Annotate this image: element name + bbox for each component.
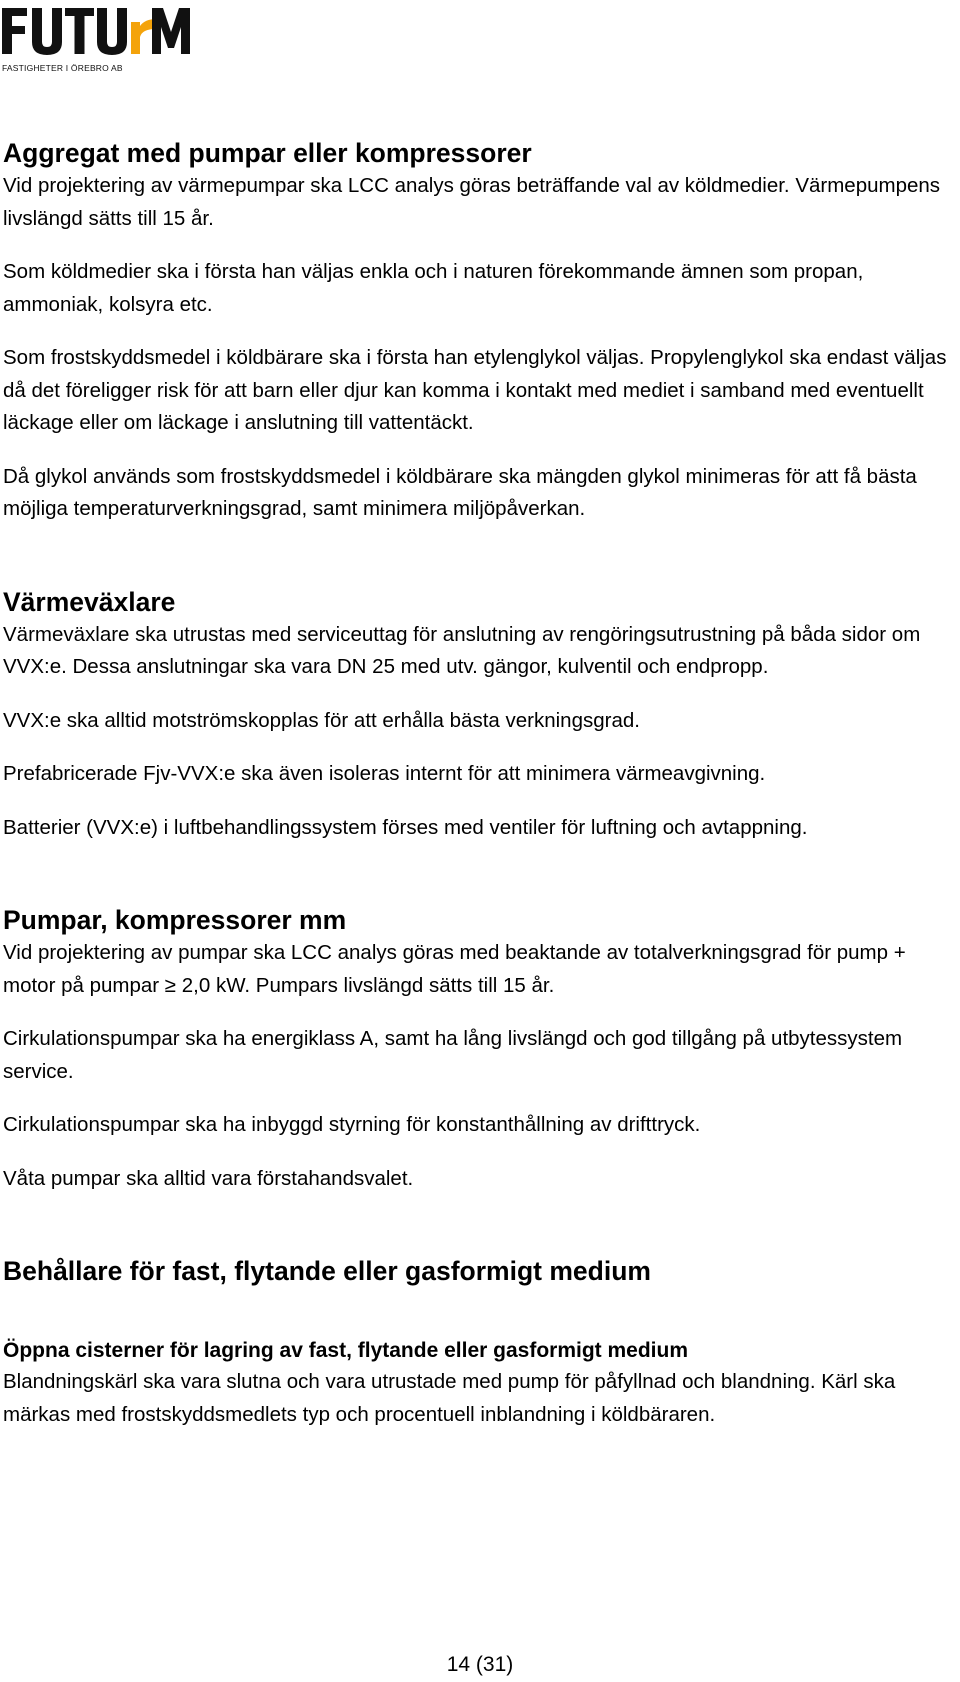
document-body [3,136,948,1452]
logo-subtitle: FASTIGHETER I ÖREBRO AB [2,63,123,73]
section-varmevaxlare [3,585,948,845]
paragraph: Vid projektering av pumpar ska LCC analys göras med beaktande av totalverkningsgrad för pump + motor på pumpar ≥ 2,0 kW. Pumpars livslängd sätts till 15 år. [3,941,906,997]
section-pumpar [3,903,948,1195]
paragraph: Värmeväxlare ska utrustas med serviceuttag för anslutning av rengöringsutrustning på båda sidor om VVX:e. Dessa anslutningar ska vara DN 25 med utv. gängor, kulventil och endpropp. [3,622,921,678]
paragraph: Cirkulationspumpar ska ha energiklass A, samt ha lång livslängd och god tillgång på utbytessystem service. [3,1027,903,1083]
section-heading: Aggregat med pumpar eller kompressorer [3,138,532,168]
paragraph: Batterier (VVX:e) i luftbehandlingssystem förses med ventiler för luftning och avtappning. [3,815,808,839]
paragraph: Som frostskyddsmedel i köldbärare ska i första han etylenglykol väljas. Propylenglykol ska endast väljas då det föreligger risk för att barn eller djur kan komma i kontakt med mediet i samband med eventuellt läckage eller om läckage i anslutning till vattentäckt. [3,346,947,434]
futurum-logo [0,0,200,76]
paragraph: Blandningskärl ska vara slutna och vara utrustade med pump för påfyllnad och blandning. Kärl ska märkas med frostskyddsmedlets typ och procentuell inblandning i köldbäraren. [3,1370,896,1426]
paragraph: Då glykol används som frostskyddsmedel i köldbärare ska mängden glykol minimeras för att få bästa möjliga temperaturverkningsgrad, samt minimera miljöpåverkan. [3,464,917,520]
paragraph: Våta pumpar ska alltid vara förstahandsvalet. [3,1166,414,1190]
paragraph: Vid projektering av värmepumpar ska LCC analys göras beträffande val av köldmedier. Värmepumpens livslängd sätts till 15 år. [3,174,941,230]
paragraph: VVX:e ska alltid motströmskopplas för att erhålla bästa verkningsgrad. [3,708,640,732]
paragraph: Cirkulationspumpar ska ha inbyggd styrning för konstanthållning av drifttryck. [3,1113,701,1136]
futurum-logo-graphic [0,0,200,76]
page-number: 14 (31) [446,1653,514,1676]
section-aggregat [3,136,948,526]
section-heading: Värmeväxlare [3,586,176,617]
paragraph: Som köldmedier ska i första han väljas enkla och i naturen förekommande ämnen som propan, ammoniak, kolsyra etc. [3,260,864,316]
section-heading: Behållare för fast, flytande eller gasformigt medium [3,1256,651,1286]
section-heading: Pumpar, kompressorer mm [3,905,347,935]
subsection-heading: Öppna cisterner för lagring av fast, flytande eller gasformigt medium [3,1339,688,1362]
paragraph: Prefabricerade Fjv-VVX:e ska även isoleras internt för att minimera värmeavgivning. [3,762,766,785]
section-behallare [3,1254,948,1431]
